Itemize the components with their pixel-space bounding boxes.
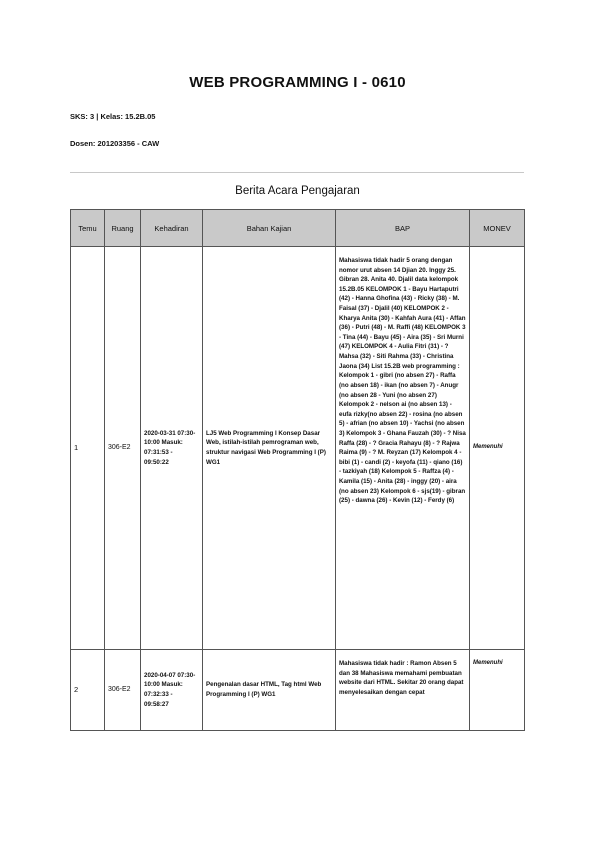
cell-bahan-kajian: Pengenalan dasar HTML, Tag html Web Programming I (P) WG1 <box>203 650 336 731</box>
header-temu: Temu <box>71 210 105 247</box>
cell-kehadiran: 2020-03-31 07:30-10:00 Masuk: 07:31:53 - 09:50:22 <box>141 247 203 650</box>
bap-table <box>70 209 525 731</box>
header-bap: BAP <box>336 210 470 247</box>
header-ruang: Ruang <box>105 210 141 247</box>
section-title: Berita Acara Pengajaran <box>235 185 360 197</box>
cell-bap: Mahasiswa tidak hadir : Ramon Absen 5 dan 38 Mahasiswa memahami pembuatan website dari HTML. Sekitar 20 orang dapat menyelesaikan dengan cepat <box>336 650 470 731</box>
cell-temu: 2 <box>71 650 105 731</box>
sks-kelas-info: SKS: 3 | Kelas: 15.2B.05 <box>70 112 156 121</box>
header-kehadiran: Kehadiran <box>141 210 203 247</box>
table-row <box>71 650 525 731</box>
cell-bahan-kajian: LJ5 Web Programming I Konsep Dasar Web, istilah-istilah pemrograman web, struktur navigasi Web Programming I (P) WG1 <box>203 247 336 650</box>
table-row <box>71 247 525 650</box>
cell-monev: Memenuhi <box>470 650 525 731</box>
cell-kehadiran: 2020-04-07 07:30-10:00 Masuk: 07:32:33 - 09:58:27 <box>141 650 203 731</box>
header-bahan-kajian: Bahan Kajian <box>203 210 336 247</box>
divider <box>70 172 524 173</box>
cell-monev: Memenuhi <box>470 247 525 650</box>
course-title: WEB PROGRAMMING I - 0610 <box>189 74 406 91</box>
header-monev: MONEV <box>470 210 525 247</box>
cell-ruang: 306-E2 <box>105 247 141 650</box>
cell-temu: 1 <box>71 247 105 650</box>
dosen-info: Dosen: 201203356 - CAW <box>70 139 160 148</box>
cell-bap: Mahasiswa tidak hadir 5 orang dengan nomor urut absen 14 Djian 20. Inggy 25. Gibran 28. Anita 40. Djalil data kelompok 15.2B.05 KELOMPOK 1 - Bayu Hartaputri (42) - Hanna Ghofina (43) - Ricky (38) - M. Faisal (37) - Djalil (40) KELOMPOK 2 - Kharya Anita (30) - Kahfah Aura (41) - Affan (36) - Putri (48) - M. Raffi (48) KELOMPOK 3 - Tina (44) - Bayu (45) - Aira (35) - Sri Murni (47) KELOMPOK 4 - Aulia Fitri (31) - ? Mahsa (32) - Siti Rahma (33) - Christina Jaona (34) List 15.2B web programming : Kelompok 1 - gibri (no absen 27) - Raffa (no absen 18) - ikan (no absen 7) - Anugr (no absen 28 - Yuni (no absen 27) Kelompok 2 - nelson ai (no absen 13) - eufa rizky(no absen 22) - rosina (no absen 5) - afrian (no absen 10) - Yachsi (no absen 3) Kelompok 3 - Ghana Fauzah (30) - ? Nisa Raffa (28) - ? Gracia Rahayu (8) - ? Rajwa Raima (9) - ? M. Reyzan (17) Kelompok 4 - bibi (1) - candi (2) - keyofa (11) - qiano (16) - tazkiyah (18) Kelompok 5 - Raffza (4) - Kamila (15) - Anita (28) - inggy (20) - aira (no absen 23) Kelompok 6 - sjs(19) - gibran (25) - dawna (26) - Kevin (12) - Ferdy (6) <box>336 247 470 650</box>
table-header-row <box>71 210 525 247</box>
cell-ruang: 306-E2 <box>105 650 141 731</box>
